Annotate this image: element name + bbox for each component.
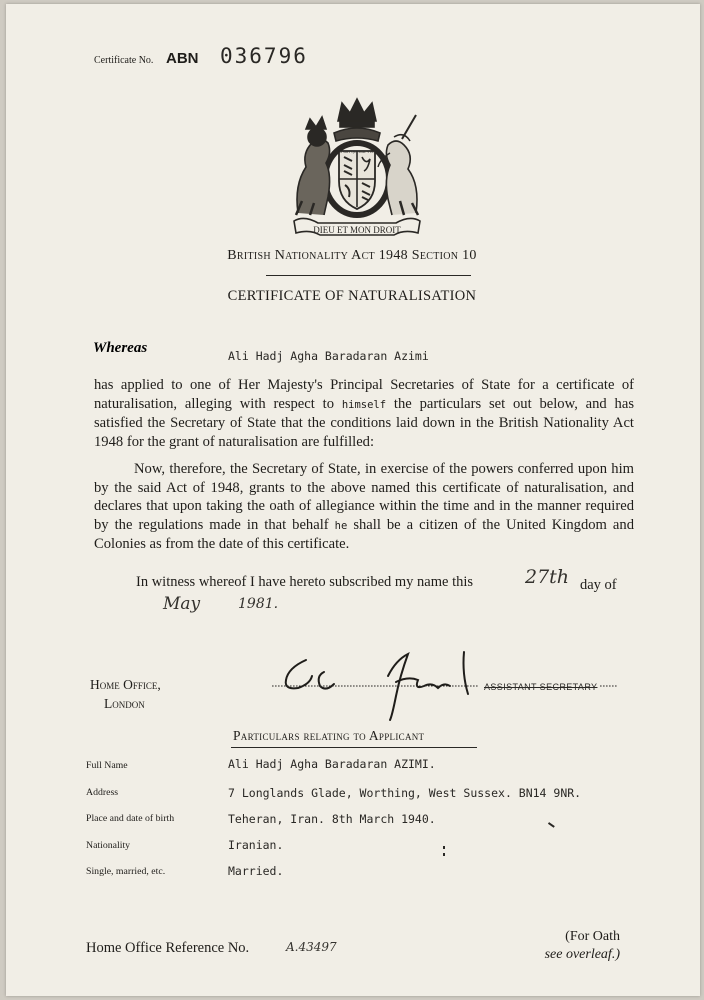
grant-text-2: shall be a citizen of the United Kingdom and Colonies as from the date of this certificate. [94,516,634,552]
oath-note-line-2: see overleaf.) [544,947,620,962]
whereas-word: Whereas [93,340,148,356]
signatory-title: ASSISTANT SECRETARY [484,682,598,692]
certificate-number: 036796 [220,44,308,68]
particular-label: Nationality [86,840,131,851]
particulars-heading: Particulars relating to Applicant [233,728,425,743]
office-line-2: London [104,696,145,711]
particular-label: Place and date of birth [86,813,175,824]
act-heading: British Nationality Act 1948 Section 10 [227,248,477,263]
garter-motto: HONI SOIT QUI MAL Y PENSE [333,150,381,154]
particular-value: Ali Hadj Agha Baradaran AZIMI. [228,757,436,771]
particular-value: Teheran, Iran. 8th March 1940. [228,812,436,826]
certificate-prefix: ABN [166,50,199,67]
oath-note-line-1: (For Oath [565,929,620,944]
pen-mark [443,853,445,856]
particular-label: Address [86,787,119,798]
grant-text-1: Now, therefore, the Secretary of State, in exercise of the powers conferred upon him by the said Act of 1948, grants to the above named this certificate of naturalisation, and declares that upon taking the oath of allegiance within the time and in the manner required by the regulations made in that behalf [94,461,634,533]
particular-value: Iranian. [228,838,284,852]
witness-year: 1981. [238,596,279,612]
particulars-underline [231,747,477,748]
witness-statement: In witness whereof I have hereto subscribed my name this [136,574,474,590]
grant-pronoun: he [334,519,348,532]
recital-pronoun: himself [341,398,387,411]
witness-month: May [163,594,201,614]
certificate-title: CERTIFICATE OF NATURALISATION [227,288,477,304]
certificate-number-label: Certificate No. [94,55,154,66]
pen-mark [443,846,445,849]
witness-day: 27th [525,566,570,588]
recital-paragraph [94,376,634,451]
witness-day-of: day of [580,577,617,593]
particular-label: Single, married, etc. [86,866,166,877]
heading-divider [266,275,471,276]
particular-label: Full Name [86,760,128,771]
particular-value: 7 Longlands Glade, Worthing, West Sussex. BN14 9NR. [228,786,582,800]
issuing-office [90,675,161,713]
oath-note [520,928,620,964]
royal-coat-of-arms-icon [284,93,430,238]
grant-paragraph [94,460,634,554]
recital-text-1: has applied to one of Her Majesty's Principal Secretaries of State for a certificate of naturalisation, alleging with respect to [94,377,634,412]
recital-text-2: the particulars set out below, and has satisfied the Secretary of State that the conditions laid down in the British Nationality Act 1948 for the grant of naturalisation are fulfilled: [94,395,635,450]
office-line-1: Home Office, [90,677,161,692]
crest-motto: DIEU ET MON DROIT [313,225,401,235]
particular-value: Married. [228,864,284,878]
reference-number: A.43497 [286,940,337,954]
reference-label: Home Office Reference No. [86,940,250,956]
applicant-name: Ali Hadj Agha Baradaran Azimi [228,349,429,363]
